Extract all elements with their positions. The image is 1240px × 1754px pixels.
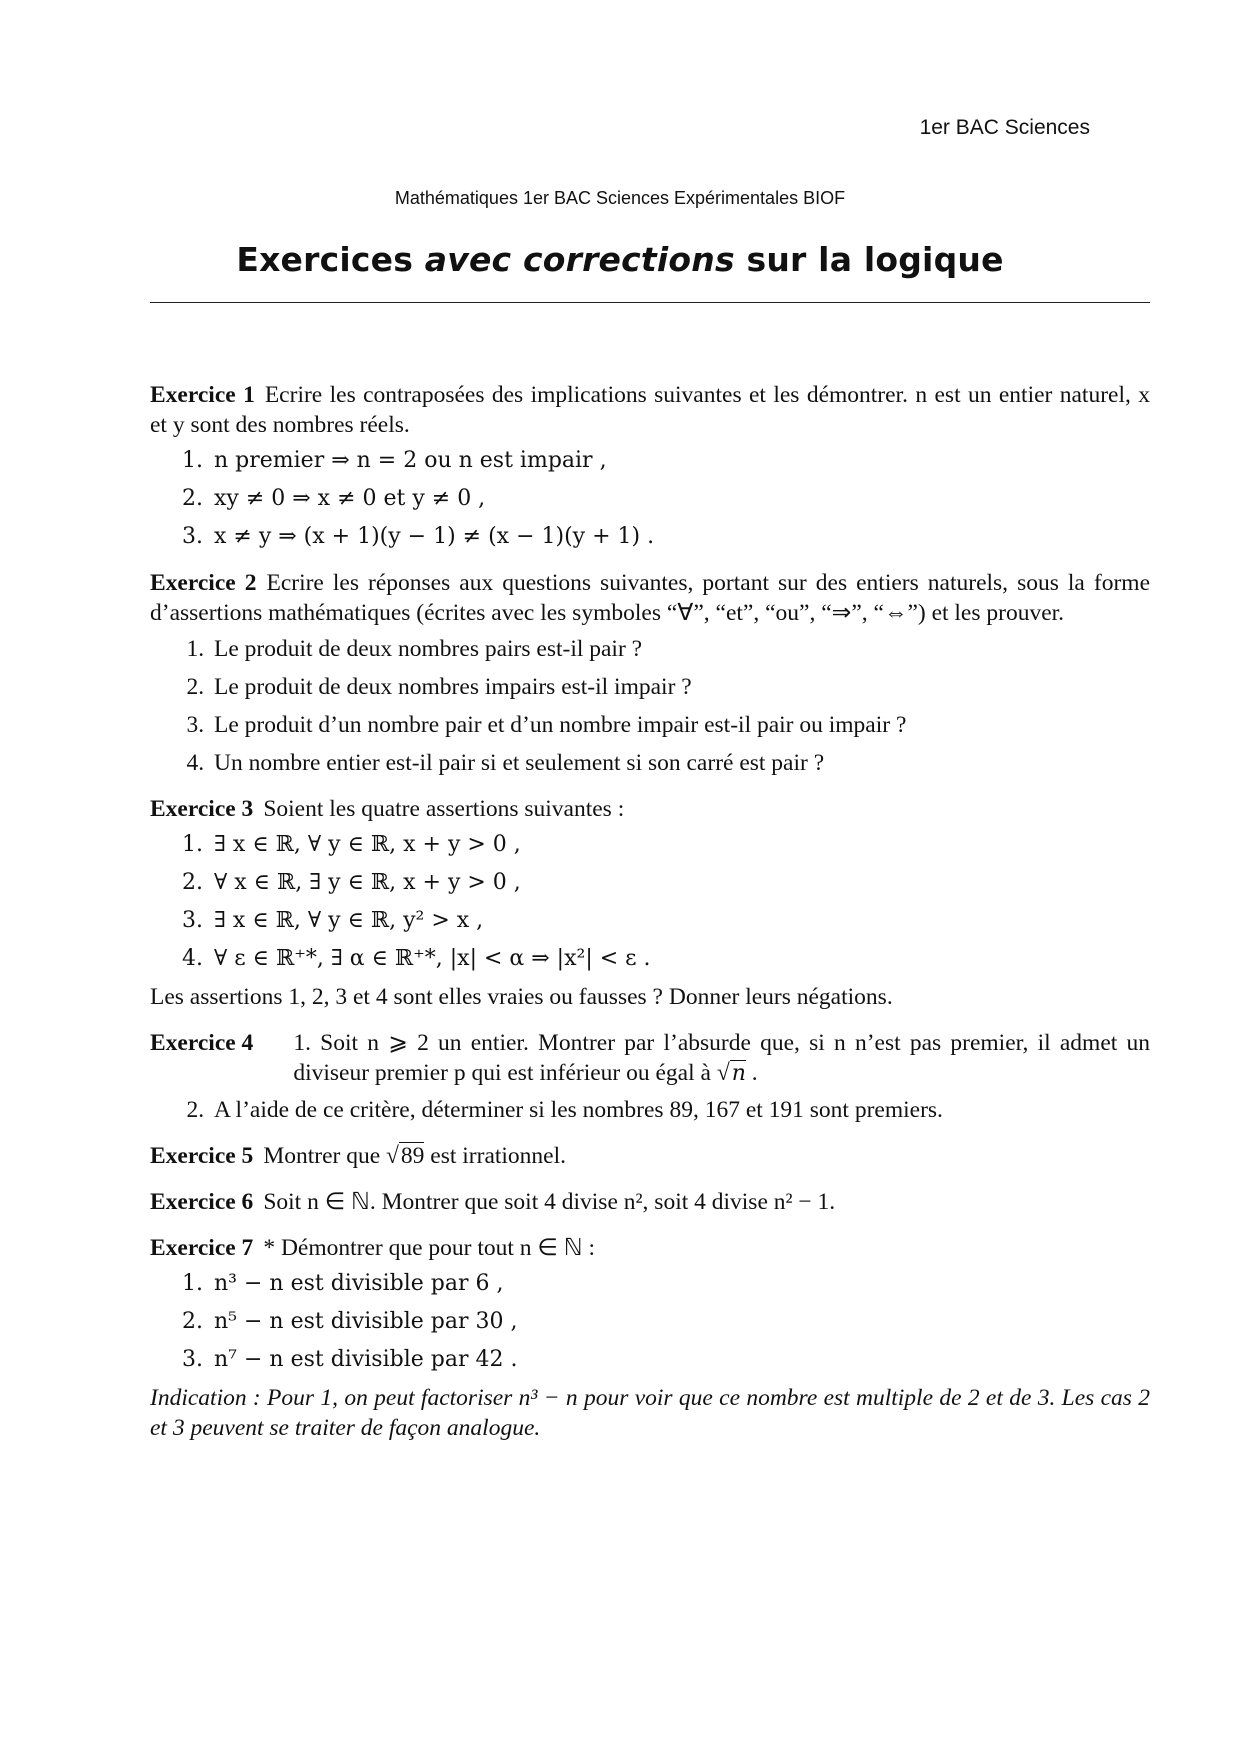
- exercise-7-list: [150, 1269, 1150, 1375]
- exercise-2-list: [150, 634, 1150, 778]
- exercise-2-intro: Exercice 2 Ecrire les réponses aux questions suivantes, portant sur des entiers naturels, sous la forme d’assertions mathématiques (écrites avec les symboles “∀”, “et”, “ou”, “⇒”, “⇔”) et les prouver.: [150, 570, 1150, 626]
- exercise-3-question: Les assertions 1, 2, 3 et 4 sont elles vraies ou fausses ? Donner leurs négations.: [150, 984, 893, 1010]
- exercises: [150, 380, 1150, 1459]
- exercise-2: [150, 568, 1150, 778]
- exercise-1-intro: Exercice 1 Ecrire les contraposées des implications suivantes et les démontrer. n est un entier naturel, x et y sont des nombres réels.: [150, 382, 1151, 438]
- list-item: 1. n premier ⇒ n = 2 ou n est impair ,: [210, 446, 1150, 476]
- exercise-3-list: [150, 830, 1150, 974]
- list-item: 2. Le produit de deux nombres impairs est-il impair ?: [210, 672, 1150, 702]
- exercise-4: [150, 1028, 1150, 1125]
- exercise-3: [150, 794, 1150, 1012]
- exercise-1: [150, 380, 1150, 552]
- document-title: [0, 240, 1240, 279]
- title-part-1: Exercices: [236, 240, 425, 279]
- list-item: 1. n³ − n est divisible par 6 ,: [210, 1269, 1150, 1299]
- list-item: 3. n⁷ − n est divisible par 42 .: [210, 1345, 1150, 1375]
- exercise-3-intro: Exercice 3 Soient les quatre assertions suivantes :: [150, 796, 625, 822]
- exercise-4-list: [150, 1095, 1150, 1125]
- exercise-7-intro: Exercice 7 * Démontrer que pour tout n ∈ ℕ :: [150, 1235, 595, 1261]
- list-item: 3. ∃ x ∈ ℝ, ∀ y ∈ ℝ, y² > x ,: [210, 906, 1150, 936]
- sqrt-radicand: n: [731, 1061, 746, 1086]
- exercise-3-label: Exercice 3: [150, 796, 254, 822]
- list-item: 2. A l’aide de ce critère, déterminer si les nombres 89, 167 et 191 sont premiers.: [210, 1095, 1150, 1125]
- exercise-5-label: Exercice 5: [150, 1143, 254, 1169]
- exercise-1-list: [150, 446, 1150, 552]
- list-item: 4. ∀ ε ∈ ℝ⁺*, ∃ α ∈ ℝ⁺*, |x| < α ⇒ |x²| < ε .: [210, 944, 1150, 974]
- exercise-4-item-1: 1. Soit n ⩾ 2 un entier. Montrer par l’absurde que, si n n’est pas premier, il admet un diviseur premier p qui est inférieur ou égal à √n .: [293, 1030, 1150, 1086]
- exercise-1-label: Exercice 1: [150, 382, 255, 408]
- list-item: 3. Le produit d’un nombre pair et d’un nombre impair est-il pair ou impair ?: [210, 710, 1150, 740]
- list-item: 2. n⁵ − n est divisible par 30 ,: [210, 1307, 1150, 1337]
- sqrt-radicand: 89: [400, 1143, 425, 1169]
- title-part-2: avec corrections: [424, 240, 735, 279]
- list-item: 3. x ≠ y ⇒ (x + 1)(y − 1) ≠ (x − 1)(y + 1) .: [210, 522, 1150, 552]
- list-item: 1. ∃ x ∈ ℝ, ∀ y ∈ ℝ, x + y > 0 ,: [210, 830, 1150, 860]
- exercise-4-label: Exercice 4: [150, 1030, 254, 1056]
- document-subtitle: Mathématiques 1er BAC Sciences Expérimentales BIOF: [394, 188, 846, 208]
- exercise-2-label: Exercice 2: [150, 570, 257, 596]
- exercise-7: [150, 1233, 1150, 1443]
- exercise-6: Exercice 6 Soit n ∈ ℕ. Montrer que soit 4 divise n², soit 4 divise n² − 1.: [150, 1189, 836, 1215]
- exercise-5: Exercice 5 Montrer que √89 est irrationnel.: [150, 1143, 567, 1169]
- list-item: 2. xy ≠ 0 ⇒ x ≠ 0 et y ≠ 0 ,: [210, 484, 1150, 514]
- title-rule: [150, 302, 1150, 303]
- level-label: 1er BAC Sciences: [919, 116, 1090, 139]
- exercise-7-label: Exercice 7: [150, 1235, 254, 1261]
- exercise-7-indication: Indication : Pour 1, on peut factoriser n³ − n pour voir que ce nombre est multiple de 2 et de 3. Les cas 2 et 3 peuvent se traiter de façon analogue.: [150, 1385, 1150, 1441]
- list-item: 2. ∀ x ∈ ℝ, ∃ y ∈ ℝ, x + y > 0 ,: [210, 868, 1150, 898]
- title-part-3: sur la logique: [734, 240, 1004, 279]
- list-item: 4. Un nombre entier est-il pair si et seulement si son carré est pair ?: [210, 748, 1150, 778]
- exercise-6-label: Exercice 6: [150, 1189, 254, 1215]
- list-item: 1. Le produit de deux nombres pairs est-il pair ?: [210, 634, 1150, 664]
